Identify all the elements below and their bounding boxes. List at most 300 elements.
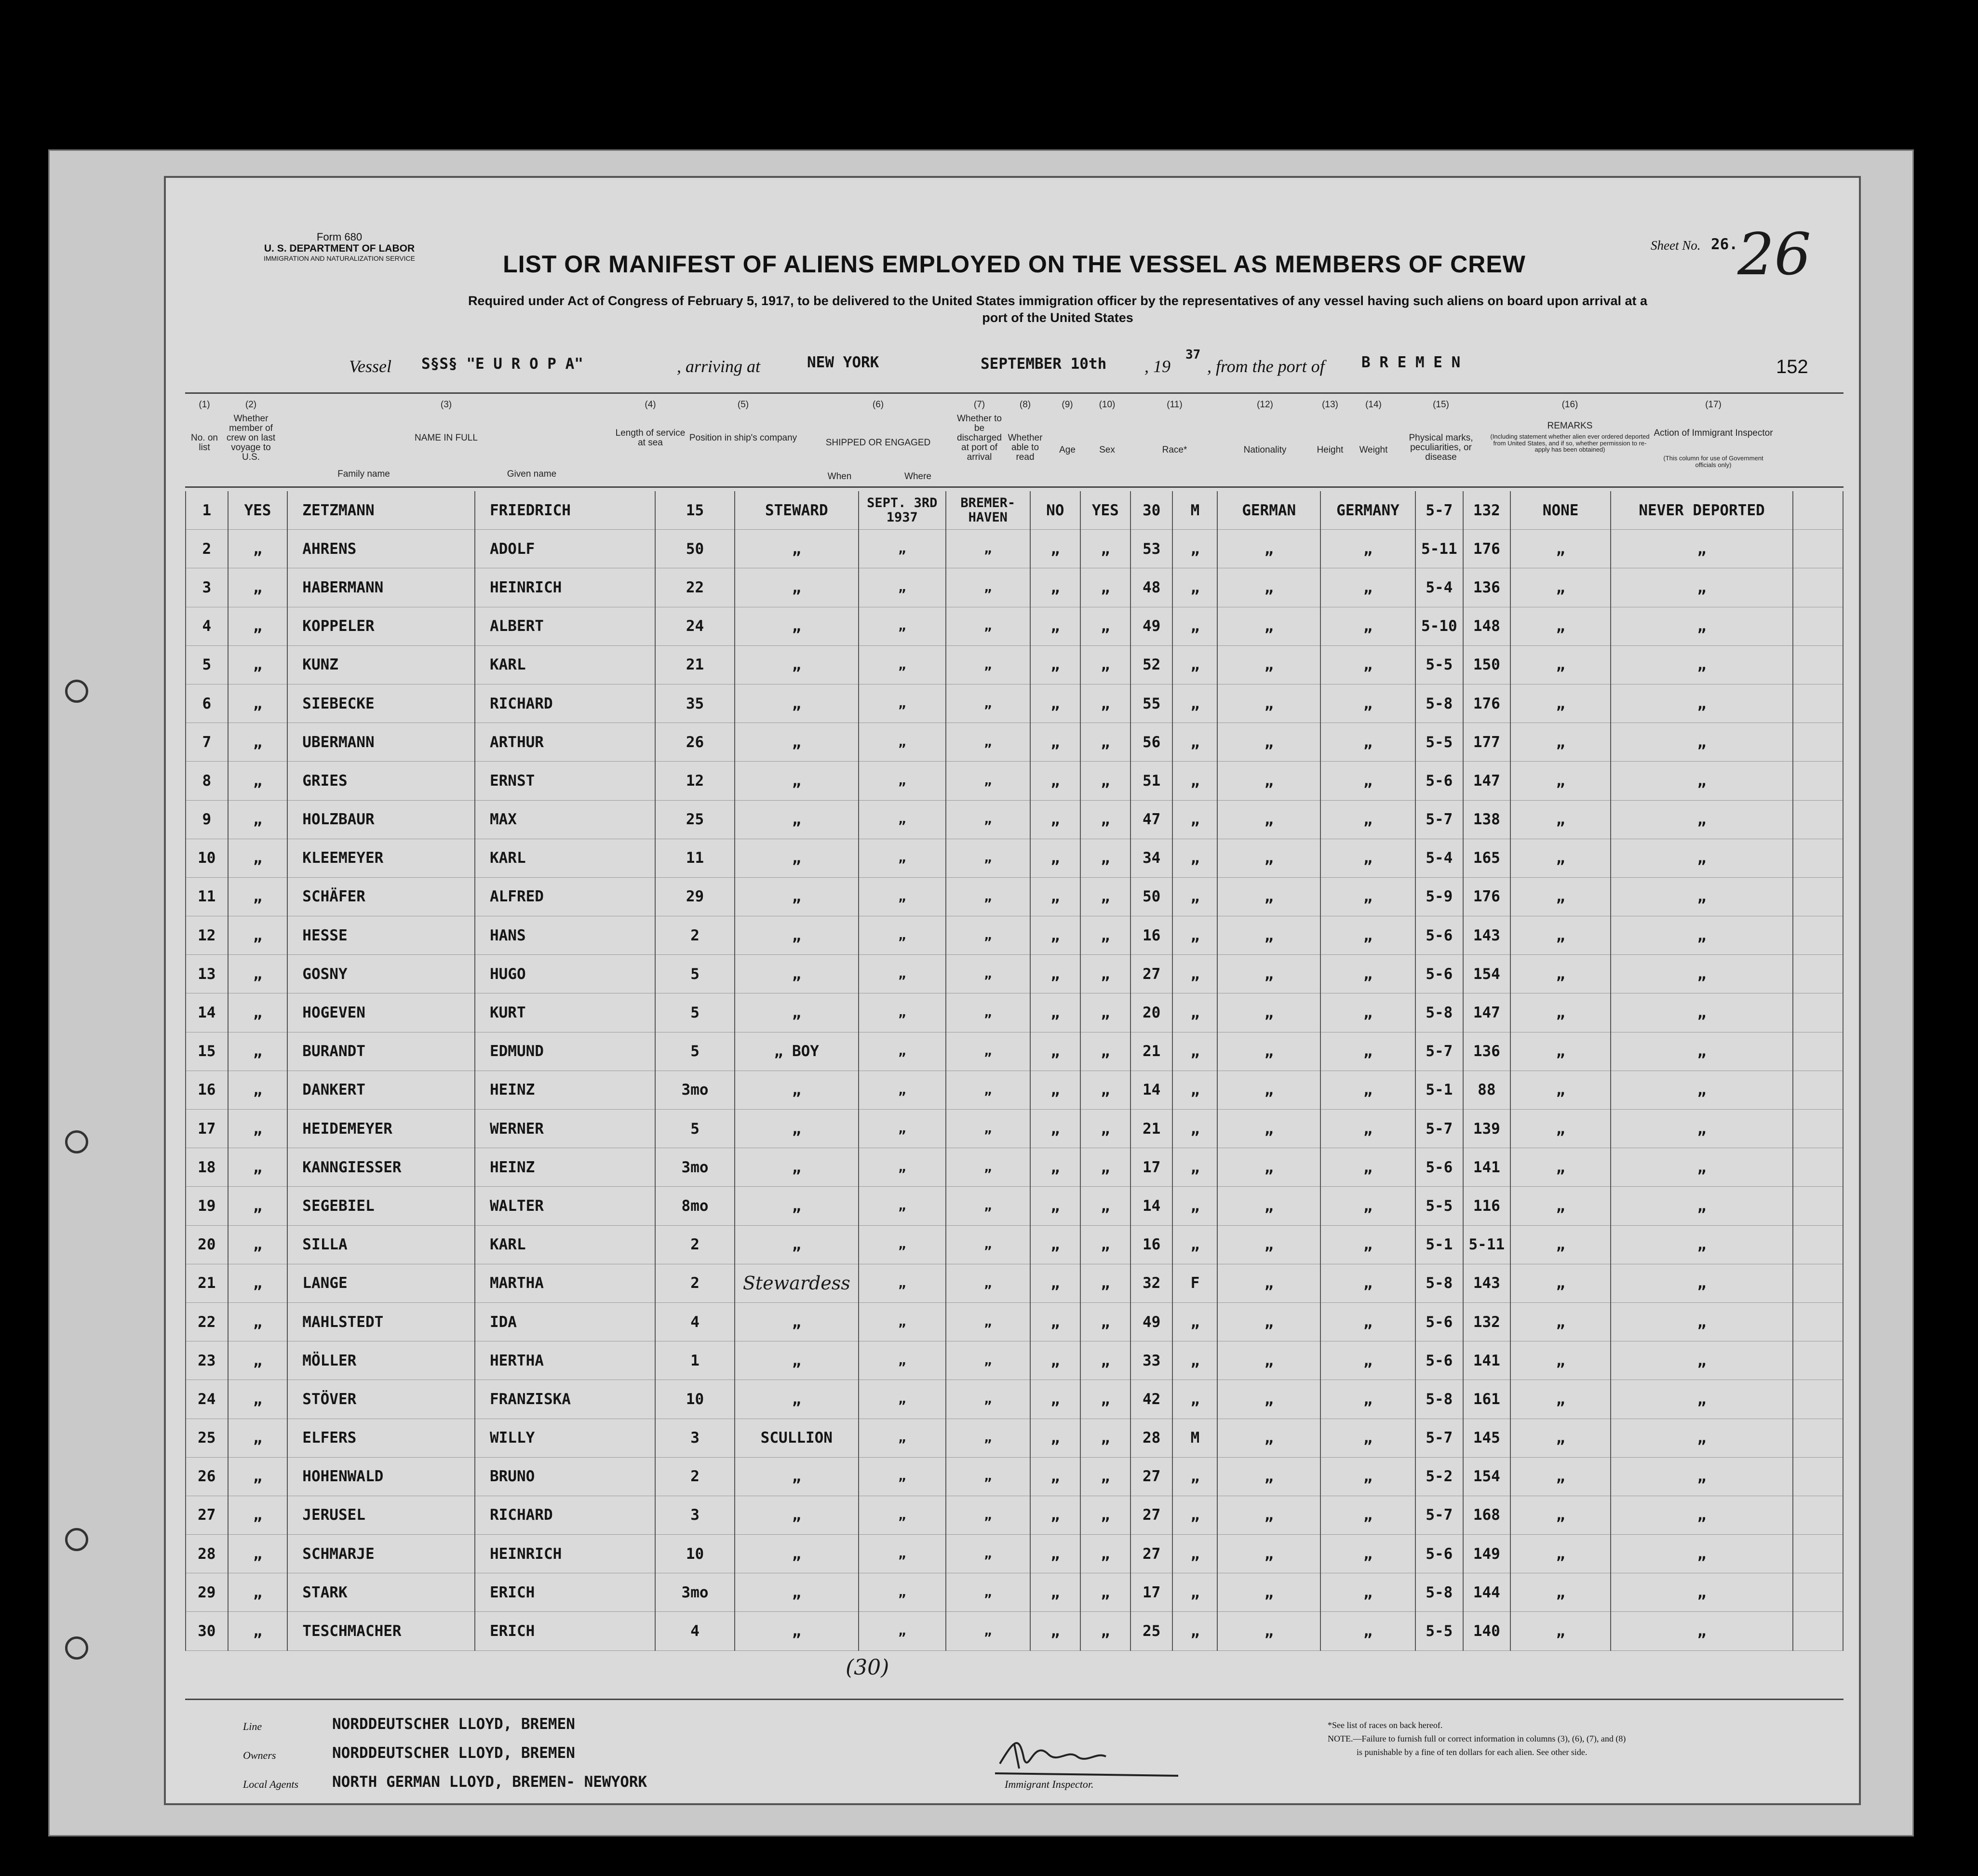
nationality: „ <box>1320 723 1415 762</box>
column-number: (9) <box>1062 400 1073 410</box>
line-value: NORDDEUTSCHER LLOYD, BREMEN <box>332 1715 575 1733</box>
nationality: „ <box>1320 1535 1415 1573</box>
height: 5-11 <box>1415 530 1463 568</box>
weight: 149 <box>1463 1535 1511 1573</box>
able-to-read: „ <box>1080 723 1130 762</box>
length-of-service: 3 <box>655 1419 734 1457</box>
weight: 143 <box>1463 916 1511 955</box>
sex: „ <box>1172 1535 1217 1573</box>
column-number: (1) <box>199 400 210 410</box>
position: „ <box>735 1457 859 1496</box>
sheet-number-handwritten: 26 <box>1737 221 1811 288</box>
row-number: 19 <box>186 1187 228 1225</box>
physical-marks: „ <box>1510 684 1611 723</box>
height: 5-7 <box>1415 1419 1463 1457</box>
sex: „ <box>1172 1612 1217 1650</box>
able-to-read: „ <box>1080 1419 1130 1457</box>
shipped-where: „ <box>946 1032 1030 1071</box>
nationality: „ <box>1320 839 1415 877</box>
column-header: SHIPPED OR ENGAGED <box>825 438 931 448</box>
inspector-action <box>1793 1573 1843 1612</box>
nationality: „ <box>1320 1573 1415 1612</box>
position: „ <box>735 1573 859 1612</box>
shipped-where: „ <box>946 1457 1030 1496</box>
inspector-action <box>1793 762 1843 800</box>
discharged: „ <box>1030 1573 1080 1612</box>
column-header: Whether to be discharged at port of arrival <box>957 414 1002 462</box>
remarks: „ <box>1611 1380 1793 1419</box>
race: „ <box>1217 762 1320 800</box>
weight: 147 <box>1463 762 1511 800</box>
nationality: „ <box>1320 1225 1415 1264</box>
remarks: „ <box>1611 684 1793 723</box>
age: 17 <box>1130 1573 1173 1612</box>
nationality: „ <box>1320 1071 1415 1109</box>
length-of-service: 12 <box>655 762 734 800</box>
row-number: 26 <box>186 1457 228 1496</box>
arrival-date: SEPTEMBER 10th <box>981 355 1107 373</box>
race: „ <box>1217 1225 1320 1264</box>
physical-marks: „ <box>1510 993 1611 1032</box>
able-to-read: „ <box>1080 1148 1130 1187</box>
shipped-where: „ <box>946 1110 1030 1148</box>
sex: „ <box>1172 607 1217 645</box>
shipped-where: „ <box>946 723 1030 762</box>
height: 5-1 <box>1415 1071 1463 1109</box>
weight: 136 <box>1463 568 1511 607</box>
position: „ <box>735 1341 859 1380</box>
discharged: „ <box>1030 568 1080 607</box>
length-of-service: 10 <box>655 1535 734 1573</box>
discharged: „ <box>1030 1341 1080 1380</box>
sex: F <box>1172 1264 1217 1302</box>
sheet-number-value: 26. <box>1711 236 1738 253</box>
length-of-service: 3mo <box>655 1148 734 1187</box>
shipped-when: „ <box>859 1380 946 1419</box>
age: 16 <box>1130 1225 1173 1264</box>
physical-marks: „ <box>1510 1535 1611 1573</box>
table-row <box>186 1612 1843 1650</box>
table-row <box>186 723 1843 762</box>
discharged: „ <box>1030 1535 1080 1573</box>
prev-voyage: „ <box>228 1148 288 1187</box>
age: 27 <box>1130 955 1173 993</box>
weight: 176 <box>1463 877 1511 916</box>
column-number: (13) <box>1322 400 1338 410</box>
age: 51 <box>1130 762 1173 800</box>
inspector-action <box>1793 1032 1843 1071</box>
length-of-service: 3mo <box>655 1071 734 1109</box>
length-of-service: 2 <box>655 1264 734 1302</box>
height: 5-6 <box>1415 1302 1463 1341</box>
remarks: „ <box>1611 1612 1793 1650</box>
shipped-when: „ <box>859 1573 946 1612</box>
row-number: 24 <box>186 1380 228 1419</box>
weight: 150 <box>1463 645 1511 684</box>
sex: „ <box>1172 645 1217 684</box>
race: „ <box>1217 1496 1320 1534</box>
age: 33 <box>1130 1341 1173 1380</box>
weight: 88 <box>1463 1071 1511 1109</box>
age: 14 <box>1130 1187 1173 1225</box>
shipped-when: „ <box>859 800 946 839</box>
remarks: „ <box>1611 1341 1793 1380</box>
row-number: 2 <box>186 530 228 568</box>
column-subheader: When <box>827 471 852 482</box>
able-to-read: „ <box>1080 1496 1130 1534</box>
position: „ <box>735 1071 859 1109</box>
discharged: „ <box>1030 530 1080 568</box>
owners-label: Owners <box>243 1749 276 1761</box>
shipped-where: „ <box>946 839 1030 877</box>
inspector-action <box>1793 1341 1843 1380</box>
weight: 148 <box>1463 607 1511 645</box>
physical-marks: „ <box>1510 1264 1611 1302</box>
physical-marks: „ <box>1510 1148 1611 1187</box>
family-name: STARK <box>287 1573 475 1612</box>
inspector-action <box>1793 1302 1843 1341</box>
given-name: MARTHA <box>475 1264 655 1302</box>
discharged: „ <box>1030 1419 1080 1457</box>
arriving-label: , arriving at <box>677 357 761 376</box>
length-of-service: 2 <box>655 1457 734 1496</box>
agents-label: Local Agents <box>243 1778 299 1790</box>
height: 5-2 <box>1415 1457 1463 1496</box>
column-header: REMARKS <box>1547 421 1593 431</box>
race: „ <box>1217 993 1320 1032</box>
inspector-action <box>1793 645 1843 684</box>
remarks: „ <box>1611 916 1793 955</box>
row-number: 15 <box>186 1032 228 1071</box>
column-header: Whether able to read <box>1008 433 1043 462</box>
inspector-action <box>1793 568 1843 607</box>
column-header: Position in ship's company <box>689 433 797 443</box>
height: 5-6 <box>1415 916 1463 955</box>
discharged: „ <box>1030 607 1080 645</box>
row-number: 25 <box>186 1419 228 1457</box>
race: „ <box>1217 530 1320 568</box>
age: 21 <box>1130 1110 1173 1148</box>
inspector-action <box>1793 916 1843 955</box>
discharged: „ <box>1030 762 1080 800</box>
sex: M <box>1172 1419 1217 1457</box>
able-to-read: „ <box>1080 1264 1130 1302</box>
table-row <box>186 1380 1843 1419</box>
weight: 176 <box>1463 530 1511 568</box>
position: STEWARD <box>735 491 859 530</box>
row-number: 6 <box>186 684 228 723</box>
inspector-action <box>1793 607 1843 645</box>
age: 17 <box>1130 1148 1173 1187</box>
discharged: NO <box>1030 491 1080 530</box>
length-of-service: 35 <box>655 684 734 723</box>
race: „ <box>1217 1110 1320 1148</box>
race: „ <box>1217 723 1320 762</box>
height: 5-1 <box>1415 1225 1463 1264</box>
given-name: HUGO <box>475 955 655 993</box>
length-of-service: 26 <box>655 723 734 762</box>
remarks: „ <box>1611 1419 1793 1457</box>
length-of-service: 10 <box>655 1380 734 1419</box>
weight: 147 <box>1463 993 1511 1032</box>
nationality: „ <box>1320 1187 1415 1225</box>
height: 5-6 <box>1415 1341 1463 1380</box>
family-name: ZETZMANN <box>287 491 475 530</box>
shipped-when: SEPT. 3RD 1937 <box>859 491 946 530</box>
able-to-read: „ <box>1080 1032 1130 1071</box>
department-name: U. S. DEPARTMENT OF LABOR <box>264 243 415 255</box>
able-to-read: „ <box>1080 1225 1130 1264</box>
race: „ <box>1217 1419 1320 1457</box>
remarks: „ <box>1611 723 1793 762</box>
race: „ <box>1217 955 1320 993</box>
discharged: „ <box>1030 916 1080 955</box>
shipped-when: „ <box>859 723 946 762</box>
able-to-read: „ <box>1080 1110 1130 1148</box>
remarks: „ <box>1611 1457 1793 1496</box>
crew-manifest-form <box>164 176 1861 1805</box>
prev-voyage: „ <box>228 993 288 1032</box>
nationality: „ <box>1320 955 1415 993</box>
shipped-when: „ <box>859 993 946 1032</box>
header-bottom-rule <box>185 486 1843 488</box>
prev-voyage: „ <box>228 684 288 723</box>
given-name: IDA <box>475 1302 655 1341</box>
form-number: Form 680 <box>316 231 363 243</box>
given-name: HEINRICH <box>475 568 655 607</box>
punch-hole <box>65 1636 88 1660</box>
column-subheader: Where <box>904 471 931 482</box>
physical-marks: „ <box>1510 1612 1611 1650</box>
prev-voyage: „ <box>228 1032 288 1071</box>
shipped-when: „ <box>859 916 946 955</box>
column-header: Whether member of crew on last voyage to U.S. <box>226 414 276 462</box>
physical-marks: „ <box>1510 607 1611 645</box>
sex: „ <box>1172 568 1217 607</box>
race: „ <box>1217 1071 1320 1109</box>
able-to-read: „ <box>1080 993 1130 1032</box>
column-number: (3) <box>440 400 452 410</box>
punch-hole <box>65 680 88 703</box>
column-headers <box>185 400 1843 482</box>
race: „ <box>1217 1612 1320 1650</box>
column-note: (Including statement whether alien ever ordered deported from United States, and if so, whether permission to re-apply has been obtained) <box>1490 433 1650 454</box>
height: 5-5 <box>1415 1612 1463 1650</box>
weight: 144 <box>1463 1573 1511 1612</box>
shipped-when: „ <box>859 1496 946 1534</box>
row-number: 14 <box>186 993 228 1032</box>
weight: 141 <box>1463 1341 1511 1380</box>
height: 5-9 <box>1415 877 1463 916</box>
remarks: „ <box>1611 1535 1793 1573</box>
remarks: „ <box>1611 568 1793 607</box>
remarks: „ <box>1611 839 1793 877</box>
shipped-where: BREMER- HAVEN <box>946 491 1030 530</box>
height: 5-8 <box>1415 1380 1463 1419</box>
able-to-read: „ <box>1080 684 1130 723</box>
table-row <box>186 1457 1843 1496</box>
nationality: „ <box>1320 993 1415 1032</box>
agents-value: NORTH GERMAN LLOYD, BREMEN- NEWYORK <box>332 1773 647 1791</box>
table-row <box>186 1148 1843 1187</box>
position: „ <box>735 1302 859 1341</box>
age: 32 <box>1130 1264 1173 1302</box>
race: „ <box>1217 684 1320 723</box>
position: „ <box>735 877 859 916</box>
sheet-number-label: Sheet No. <box>1651 238 1701 253</box>
family-name: HEIDEMEYER <box>287 1110 475 1148</box>
discharged: „ <box>1030 877 1080 916</box>
remarks: NEVER DEPORTED <box>1611 491 1793 530</box>
remarks: „ <box>1611 645 1793 684</box>
age: 27 <box>1130 1457 1173 1496</box>
length-of-service: 2 <box>655 916 734 955</box>
sex: „ <box>1172 1302 1217 1341</box>
family-name: SCHMARJE <box>287 1535 475 1573</box>
position: „ <box>735 607 859 645</box>
nationality: „ <box>1320 800 1415 839</box>
shipped-where: „ <box>946 1225 1030 1264</box>
row-number: 22 <box>186 1302 228 1341</box>
remarks: „ <box>1611 1225 1793 1264</box>
able-to-read: „ <box>1080 839 1130 877</box>
shipped-where: „ <box>946 877 1030 916</box>
length-of-service: 8mo <box>655 1187 734 1225</box>
inspector-action <box>1793 1264 1843 1302</box>
column-number: (6) <box>872 400 884 410</box>
physical-marks: „ <box>1510 955 1611 993</box>
table-row <box>186 1225 1843 1264</box>
nationality: „ <box>1320 1302 1415 1341</box>
given-name: ERICH <box>475 1573 655 1612</box>
physical-marks: „ <box>1510 1341 1611 1380</box>
remarks: „ <box>1611 877 1793 916</box>
table-row <box>186 1110 1843 1148</box>
footer-note: *See list of races on back hereof. <box>1328 1720 1443 1730</box>
family-name: AHRENS <box>287 530 475 568</box>
position: „ BOY <box>735 1032 859 1071</box>
shipped-when: „ <box>859 530 946 568</box>
discharged: „ <box>1030 1380 1080 1419</box>
shipped-where: „ <box>946 1148 1030 1187</box>
prev-voyage: „ <box>228 1071 288 1109</box>
nationality: „ <box>1320 1380 1415 1419</box>
arriving-port: NEW YORK <box>807 354 879 371</box>
column-header: Length of service at sea <box>615 428 686 448</box>
shipped-when: „ <box>859 1110 946 1148</box>
able-to-read: „ <box>1080 1457 1130 1496</box>
nationality: „ <box>1320 1264 1415 1302</box>
shipped-where: „ <box>946 1419 1030 1457</box>
prev-voyage: „ <box>228 1535 288 1573</box>
row-number: 18 <box>186 1148 228 1187</box>
physical-marks: „ <box>1510 723 1611 762</box>
sex: „ <box>1172 684 1217 723</box>
shipped-when: „ <box>859 1148 946 1187</box>
table-row <box>186 1496 1843 1534</box>
row-number: 13 <box>186 955 228 993</box>
age: 55 <box>1130 684 1173 723</box>
column-number: (10) <box>1099 400 1116 410</box>
race: „ <box>1217 607 1320 645</box>
given-name: RICHARD <box>475 1496 655 1534</box>
shipped-when: „ <box>859 1612 946 1650</box>
inspector-action <box>1793 530 1843 568</box>
family-name: DANKERT <box>287 1071 475 1109</box>
position: „ <box>735 800 859 839</box>
vessel-label: Vessel <box>349 357 391 376</box>
sex: „ <box>1172 530 1217 568</box>
shipped-where: „ <box>946 607 1030 645</box>
prev-voyage: „ <box>228 1496 288 1534</box>
physical-marks: „ <box>1510 1071 1611 1109</box>
sex: „ <box>1172 839 1217 877</box>
inspector-action <box>1793 1187 1843 1225</box>
prev-voyage: „ <box>228 839 288 877</box>
inspector-action <box>1793 1225 1843 1264</box>
table-row <box>186 530 1843 568</box>
remarks: „ <box>1611 1302 1793 1341</box>
family-name: KLEEMEYER <box>287 839 475 877</box>
weight: 165 <box>1463 839 1511 877</box>
height: 5-7 <box>1415 491 1463 530</box>
from-port-label: , from the port of <box>1207 357 1325 376</box>
able-to-read: „ <box>1080 607 1130 645</box>
height: 5-4 <box>1415 839 1463 877</box>
given-name: KARL <box>475 839 655 877</box>
given-name: HEINZ <box>475 1148 655 1187</box>
shipped-where: „ <box>946 800 1030 839</box>
column-number: (15) <box>1433 400 1449 410</box>
column-note: (This column for use of Government officials only) <box>1663 455 1763 469</box>
position: „ <box>735 1110 859 1148</box>
shipped-when: „ <box>859 684 946 723</box>
shipped-when: „ <box>859 1302 946 1341</box>
family-name: TESCHMACHER <box>287 1612 475 1650</box>
given-name: HANS <box>475 916 655 955</box>
nationality: GERMANY <box>1320 491 1415 530</box>
shipped-where: „ <box>946 1302 1030 1341</box>
shipped-where: „ <box>946 645 1030 684</box>
owners-value: NORDDEUTSCHER LLOYD, BREMEN <box>332 1744 575 1762</box>
race: „ <box>1217 1148 1320 1187</box>
given-name: ERICH <box>475 1612 655 1650</box>
column-header: Physical marks, peculiarities, or disease <box>1409 433 1473 462</box>
height: 5-6 <box>1415 1148 1463 1187</box>
weight: 139 <box>1463 1110 1511 1148</box>
nationality: „ <box>1320 762 1415 800</box>
year-value: 37 <box>1185 348 1201 362</box>
age: 28 <box>1130 1419 1173 1457</box>
weight: 154 <box>1463 1457 1511 1496</box>
position: „ <box>735 1187 859 1225</box>
footer-note: is punishable by a fine of ten dollars for each alien. See other side. <box>1357 1747 1588 1757</box>
weight: 141 <box>1463 1148 1511 1187</box>
row-number: 8 <box>186 762 228 800</box>
physical-marks: NONE <box>1510 491 1611 530</box>
length-of-service: 5 <box>655 955 734 993</box>
remarks: „ <box>1611 993 1793 1032</box>
table-row <box>186 877 1843 916</box>
shipped-when: „ <box>859 955 946 993</box>
given-name: KARL <box>475 1225 655 1264</box>
column-header: Height <box>1317 445 1344 455</box>
discharged: „ <box>1030 1110 1080 1148</box>
vessel-line <box>166 348 1805 380</box>
race: „ <box>1217 1187 1320 1225</box>
shipped-where: „ <box>946 1535 1030 1573</box>
race: „ <box>1217 1341 1320 1380</box>
